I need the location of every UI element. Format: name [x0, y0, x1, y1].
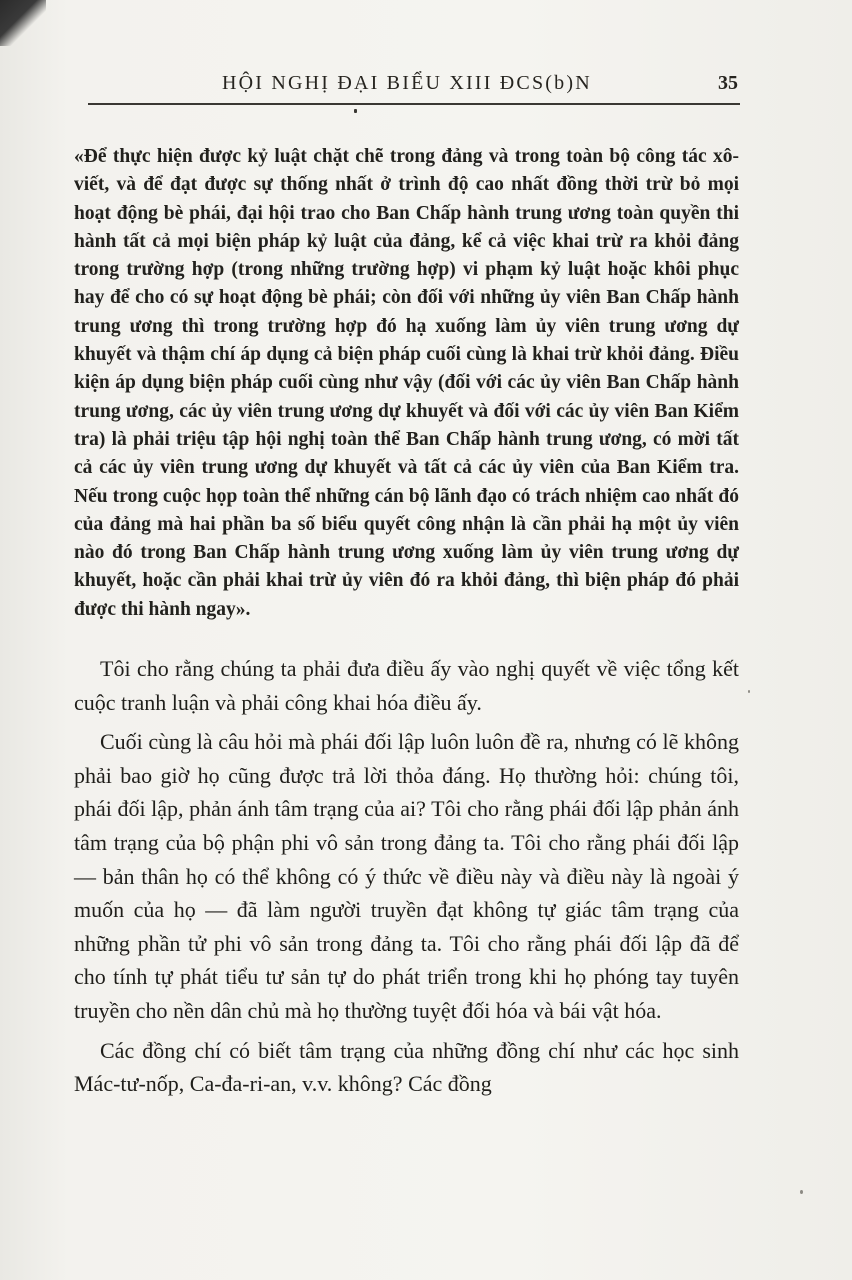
paper-speck — [748, 690, 750, 693]
paper-speck — [800, 1190, 803, 1194]
quoted-resolution: «Để thực hiện được kỷ luật chặt chẽ trong đảng và trong toàn bộ công tác xô-viết, và để đạt được sự thống nhất ở trình độ cao nhất đồng thời trừ bỏ mọi hoạt động bè phái, đại hội trao cho Ban Chấp hành trung ương toàn quyền thi hành tất cả mọi biện pháp kỷ luật của đảng, kể cả việc khai trừ ra khỏi đảng trong trường hợp (trong những trường hợp) vi phạm kỷ luật hoặc khôi phục hay để cho có sự hoạt động bè phái; còn đối với những ủy viên Ban Chấp hành trung ương thì trong trường hợp đó hạ xuống làm ủy viên trung ương dự khuyết và thậm chí áp dụng cả biện pháp cuối cùng là khai trừ khỏi đảng. Điều kiện áp dụng biện pháp cuối cùng như vậy (đối với các ủy viên Ban Chấp hành trung ương, các ủy viên trung ương dự khuyết và đối với các ủy viên Ban Kiểm tra) là phải triệu tập hội nghị toàn thể Ban Chấp hành trung ương, có mời tất cả các ủy viên trung ương dự khuyết và tất cả các ủy viên của Ban Kiểm tra. Nếu trong cuộc họp toàn thể những cán bộ lãnh đạo có trách nhiệm cao nhất đó của đảng mà hai phần ba số biểu quyết công nhận là cần phải hạ một ủy viên nào đó trong Ban Chấp hành trung ương xuống làm ủy viên trung ương dự khuyết, hoặc cần phải khai trừ ủy viên đó ra khỏi đảng, thì biện pháp đó phải được thi hành ngay». — [74, 146, 739, 620]
header-rule — [88, 103, 740, 105]
running-header-title: HỘI NGHỊ ĐẠI BIỂU XIII ĐCS(b)N — [222, 72, 592, 94]
header-rule-mark — [354, 109, 357, 113]
page-number: 35 — [718, 72, 738, 94]
body-paragraph-1: Tôi cho rằng chúng ta phải đưa điều ấy vào nghị quyết về việc tổng kết cuộc tranh luận và phải công khai hóa điều ấy. — [74, 656, 739, 715]
body-paragraph-3: Các đồng chí có biết tâm trạng của những đồng chí như các học sinh Mác-tư-nốp, Ca-đa-ri-an, v.v. không? Các đồng — [74, 1037, 739, 1097]
body-paragraph-2: Cuối cùng là câu hỏi mà phái đối lập luôn luôn đề ra, nhưng có lẽ không phải bao giờ họ cũng được trả lời thỏa đáng. Họ thường hỏi: chúng tôi, phái đối lập, phản ánh tâm trạng của ai? Tôi cho rằng phái đối lập phản ánh tâm trạng của bộ phận phi vô sản trong đảng ta. Tôi cho rằng phái đối lập — bản thân họ có thể không có ý thức về điều này và điều này là ngoài ý muốn của họ — đã làm người truyền đạt không tự giác tâm trạng của những phần tử phi vô sản trong đảng ta. Tôi cho rằng phái đối lập đã để cho tính tự phát tiểu tư sản tự do phát triển trong khi họ phóng tay tuyên truyền cho nền dân chủ mà họ thường tuyệt đối hóa và bái vật hóa. — [74, 729, 739, 1023]
scan-shadow-corner — [0, 0, 46, 46]
running-header — [222, 72, 742, 102]
page-body — [74, 143, 739, 1101]
